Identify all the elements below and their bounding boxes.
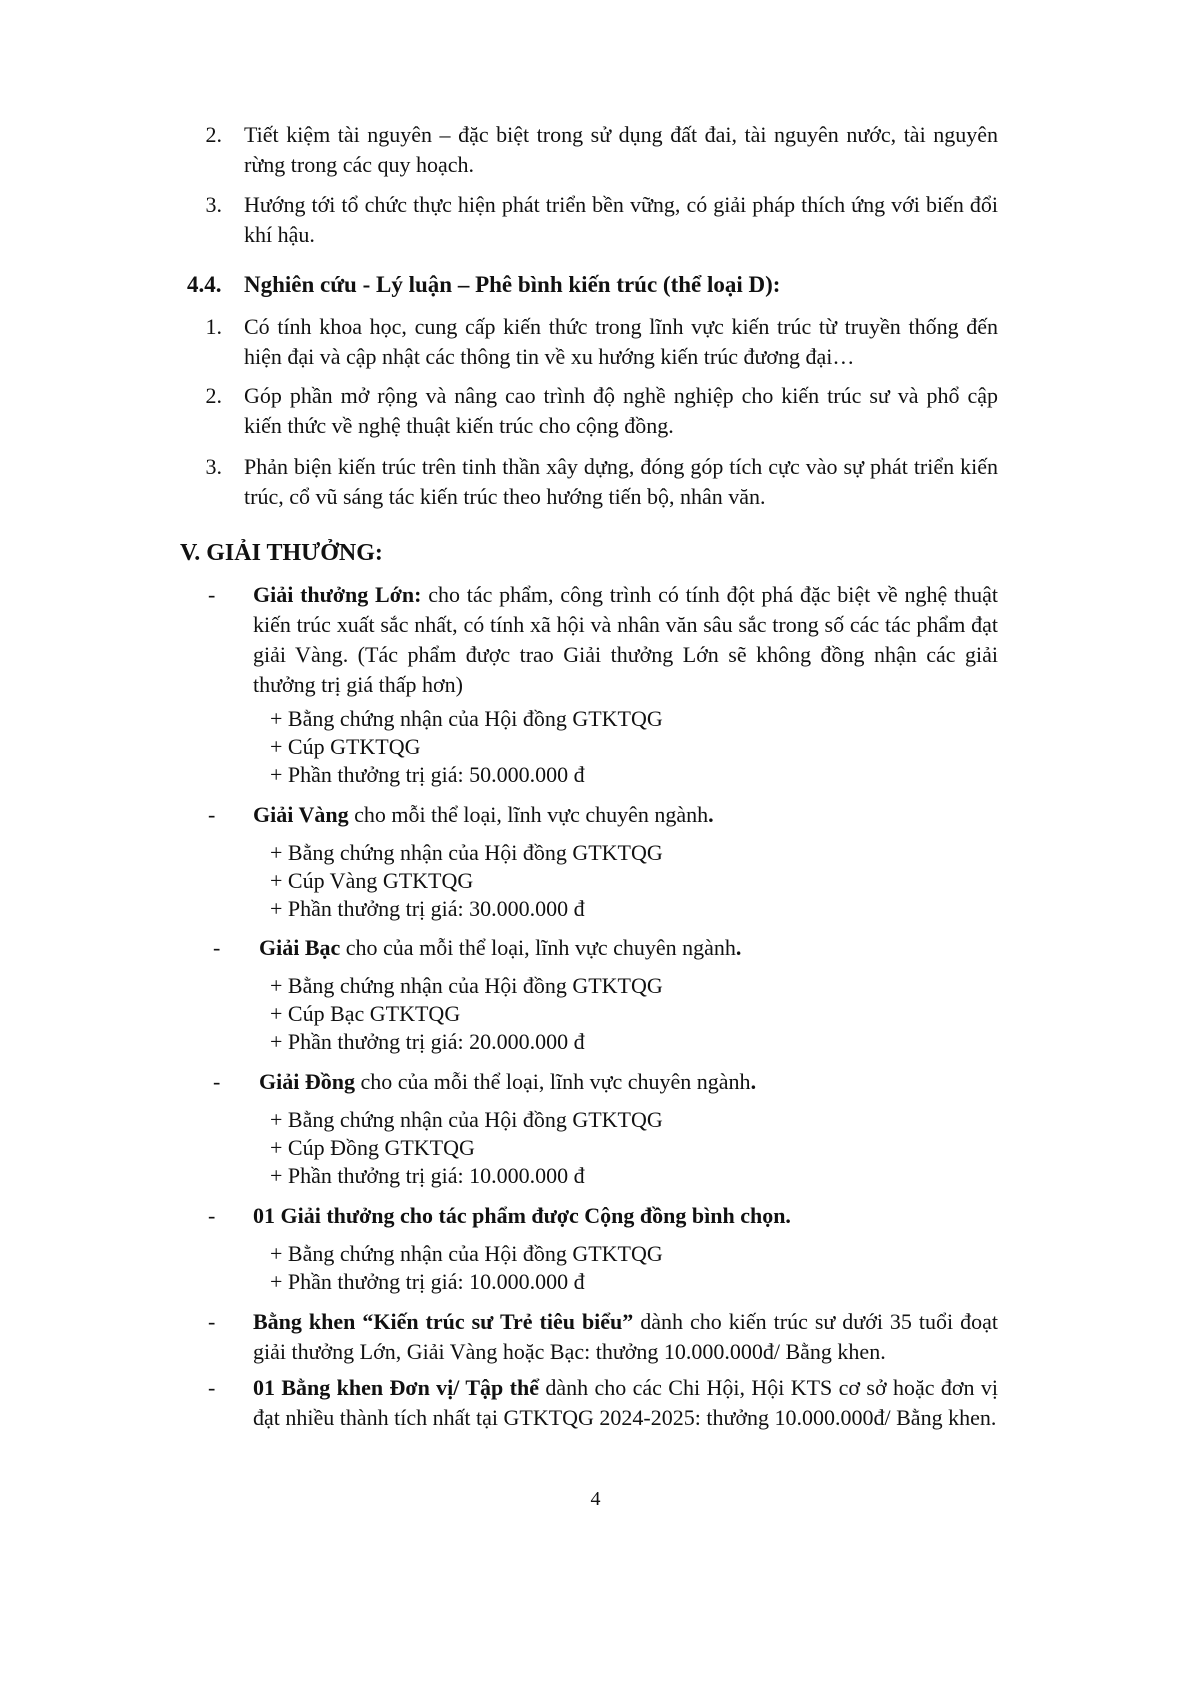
list-item-number: 3.	[205, 192, 222, 217]
section-title: Nghiên cứu - Lý luận – Phê bình kiến trúc (thể loại D):	[244, 272, 781, 297]
list-item-number: 2.	[205, 383, 222, 408]
award-community: 01 Giải thưởng cho tác phẩm được Cộng đồng bình chọn.	[253, 1203, 791, 1228]
award-item: + Bằng chứng nhận của Hội đồng GTKTQG	[270, 706, 663, 731]
award-item: + Bằng chứng nhận của Hội đồng GTKTQG	[270, 1107, 663, 1132]
award-bronze	[259, 1067, 998, 1097]
award-name: Bằng khen “Kiến trúc sư Trẻ tiêu biểu”	[253, 1309, 634, 1334]
list-item-text: Có tính khoa học, cung cấp kiến thức trong lĩnh vực kiến trúc từ truyền thống đến hiện đại và cập nhật các thông tin về xu hướng kiến trúc đương đại…	[244, 314, 998, 369]
bullet-dash: -	[213, 935, 221, 960]
bullet-dash: -	[213, 1069, 221, 1094]
section-title: V. GIẢI THƯỞNG:	[180, 540, 383, 566]
bullet-dash: -	[208, 1203, 216, 1228]
award-desc: cho của mỗi thể loại, lĩnh vực chuyên ngành	[340, 935, 736, 960]
award-name: Giải Vàng	[253, 802, 349, 827]
award-name: Giải thưởng Lớn:	[253, 582, 422, 607]
award-name: Giải Bạc	[259, 935, 341, 960]
award-name: 01 Bằng khen Đơn vị/ Tập thể	[253, 1375, 539, 1400]
award-item: + Phần thưởng trị giá: 30.000.000 đ	[270, 896, 585, 921]
award-item: + Phần thưởng trị giá: 10.000.000 đ	[270, 1269, 585, 1294]
list-item-number: 2.	[205, 122, 222, 147]
bullet-dash: -	[208, 802, 216, 827]
award-young	[253, 1307, 998, 1367]
award-item: + Cúp Vàng GTKTQG	[270, 868, 474, 893]
list-item-number: 3.	[205, 454, 222, 479]
award-desc: cho tác phẩm, công trình có tính đột phá đặc biệt về nghệ thuật kiến trúc xuất sắc nhất, có tính xã hội và nhân văn sâu sắc trong số các tác phẩm đạt giải Vàng. (Tác phẩm được trao Giải thưởng Lớn sẽ không đồng nhận các giải thưởng trị giá thấp hơn)	[253, 582, 998, 697]
bullet-dash: -	[208, 1309, 216, 1334]
bullet-dash: -	[208, 582, 216, 607]
award-tail: .	[735, 935, 742, 960]
award-grand	[253, 580, 998, 700]
list-item-text: Phản biện kiến trúc trên tinh thần xây dựng, đóng góp tích cực vào sự phát triển kiến trúc, cổ vũ sáng tác kiến trúc theo hướng tiến bộ, nhân văn.	[244, 454, 998, 509]
award-item: + Cúp GTKTQG	[270, 734, 421, 759]
award-tail: .	[750, 1069, 757, 1094]
award-unit	[253, 1373, 998, 1433]
award-gold	[253, 800, 998, 830]
award-item: + Phần thưởng trị giá: 20.000.000 đ	[270, 1029, 585, 1054]
award-item: + Bằng chứng nhận của Hội đồng GTKTQG	[270, 840, 663, 865]
award-item: + Cúp Đồng GTKTQG	[270, 1135, 475, 1160]
award-desc: dành cho kiến trúc sư dưới 35 tuổi đoạt giải thưởng Lớn, Giải Vàng hoặc Bạc: thưởng 10.000.000đ/ Bằng khen.	[253, 1309, 998, 1364]
award-desc: cho mỗi thể loại, lĩnh vực chuyên ngành	[348, 802, 709, 827]
list-item-text: Tiết kiệm tài nguyên – đặc biệt trong sử dụng đất đai, tài nguyên nước, tài nguyên rừng trong các quy hoạch.	[244, 122, 998, 177]
award-item: + Phần thưởng trị giá: 50.000.000 đ	[270, 762, 585, 787]
award-name: Giải Đồng	[259, 1069, 355, 1094]
award-item: + Bằng chứng nhận của Hội đồng GTKTQG	[270, 1241, 663, 1266]
list-item-text: Góp phần mở rộng và nâng cao trình độ nghề nghiệp cho kiến trúc sư và phổ cập kiến thức về nghệ thuật kiến trúc cho cộng đồng.	[244, 383, 998, 438]
page-number: 4	[590, 1488, 601, 1510]
award-item: + Bằng chứng nhận của Hội đồng GTKTQG	[270, 973, 663, 998]
award-item: + Phần thưởng trị giá: 10.000.000 đ	[270, 1163, 585, 1188]
award-desc: dành cho các Chi Hội, Hội KTS cơ sở hoặc đơn vị đạt nhiều thành tích nhất tại GTKTQG 2024-2025: thưởng 10.000.000đ/ Bằng khen.	[253, 1375, 998, 1430]
section-number: 4.4.	[187, 272, 222, 297]
list-item-number: 1.	[205, 314, 222, 339]
bullet-dash: -	[208, 1375, 216, 1400]
award-silver	[259, 933, 998, 963]
list-item-text: Hướng tới tổ chức thực hiện phát triển bền vững, có giải pháp thích ứng với biến đổi khí hậu.	[244, 192, 998, 247]
award-item: + Cúp Bạc GTKTQG	[270, 1001, 461, 1026]
award-tail: .	[708, 802, 714, 827]
award-desc: cho của mỗi thể loại, lĩnh vực chuyên ngành	[354, 1069, 751, 1094]
